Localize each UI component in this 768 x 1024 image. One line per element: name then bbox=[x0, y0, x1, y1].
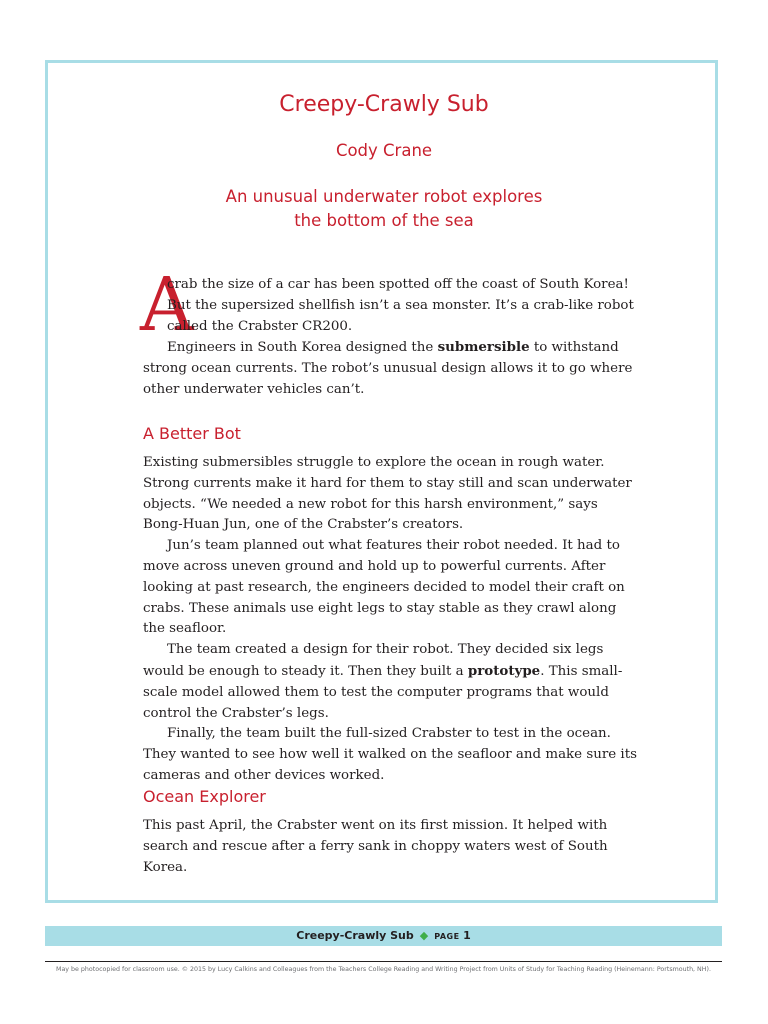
copyright-notice: May be photocopied for classroom use. © 2015 by Lucy Calkins and Colleagues from the Teachers College Reading and Writing Project from Units of Study for Teaching Reading (Heinemann: Portsmouth, NH). bbox=[56, 966, 711, 973]
intro-p2-text-end: to withstand strong ocean currents. The robot’s unusual design allows it to go where other underwater vehicles can’t. bbox=[143, 340, 633, 397]
section-a-better-bot bbox=[143, 453, 637, 787]
footer-title: Creepy-Crawly Sub bbox=[296, 929, 414, 942]
footer-bar bbox=[45, 926, 722, 946]
drop-cap: A bbox=[140, 262, 194, 348]
page-label: PAGE bbox=[434, 932, 460, 941]
section1-paragraph-1: Existing submersibles struggle to explore the ocean in rough water. Strong currents make it hard for them to stay still and scan underwater objects. “We needed a new robot for this harsh environment,” says Bong-Huan Jun, one of the Crabster’s creators. bbox=[143, 455, 632, 533]
intro-lead-line-2: But the supersized shellfish isn’t a sea monster. It’s a crab-like robot bbox=[167, 297, 634, 313]
vocab-prototype: prototype bbox=[467, 662, 541, 679]
section1-p3-text: The team created a design for their robot. They decided six legs would be enough to steady it. Then they built a bbox=[143, 642, 604, 679]
section1-paragraph-2: Jun’s team planned out what features their robot needed. It had to move across uneven ground and hold up to powerful currents. After looking at past research, the engineers decided to model their craft on crabs. These animals use eight legs to stay stable as they crawl along the seafloor. bbox=[143, 538, 625, 637]
intro-paragraph-2 bbox=[143, 337, 637, 400]
article-subtitle bbox=[45, 185, 723, 233]
section2-paragraph-1: This past April, the Crabster went on its first mission. It helped with search and rescue after a ferry sank in choppy waters west of South Korea. bbox=[143, 818, 608, 875]
subtitle-line-2: the bottom of the sea bbox=[294, 211, 474, 230]
footer-divider bbox=[45, 961, 722, 962]
subtitle-line-1: An unusual underwater robot explores bbox=[225, 187, 543, 206]
section1-paragraph-4: Finally, the team built the full-sized Crabster to test in the ocean. They wanted to see how well it walked on the seafloor and make sure its cameras and other devices worked. bbox=[143, 726, 637, 783]
section-ocean-explorer bbox=[143, 816, 637, 878]
article-title: Creepy-Crawly Sub bbox=[279, 92, 489, 117]
heading-a-better-bot: A Better Bot bbox=[143, 424, 241, 443]
page-number: 1 bbox=[463, 929, 471, 942]
section1-paragraph-3 bbox=[143, 640, 637, 724]
intro-lead-line-3: called the Crabster CR200. bbox=[167, 318, 353, 334]
author-name: Cody Crane bbox=[335, 141, 433, 160]
diamond-icon: ◆ bbox=[419, 929, 429, 942]
intro-lead-line-1: crab the size of a car has been spotted off the coast of South Korea! bbox=[167, 277, 629, 292]
vocab-submersible: submersible bbox=[437, 339, 530, 355]
heading-ocean-explorer: Ocean Explorer bbox=[143, 787, 266, 806]
intro-p2-text: Engineers in South Korea designed the bbox=[167, 340, 438, 355]
section1-p3-text-end: . This small-scale model allowed them to test the computer programs that would control the Crabster’s legs. bbox=[143, 663, 623, 721]
intro-lead bbox=[167, 275, 637, 337]
